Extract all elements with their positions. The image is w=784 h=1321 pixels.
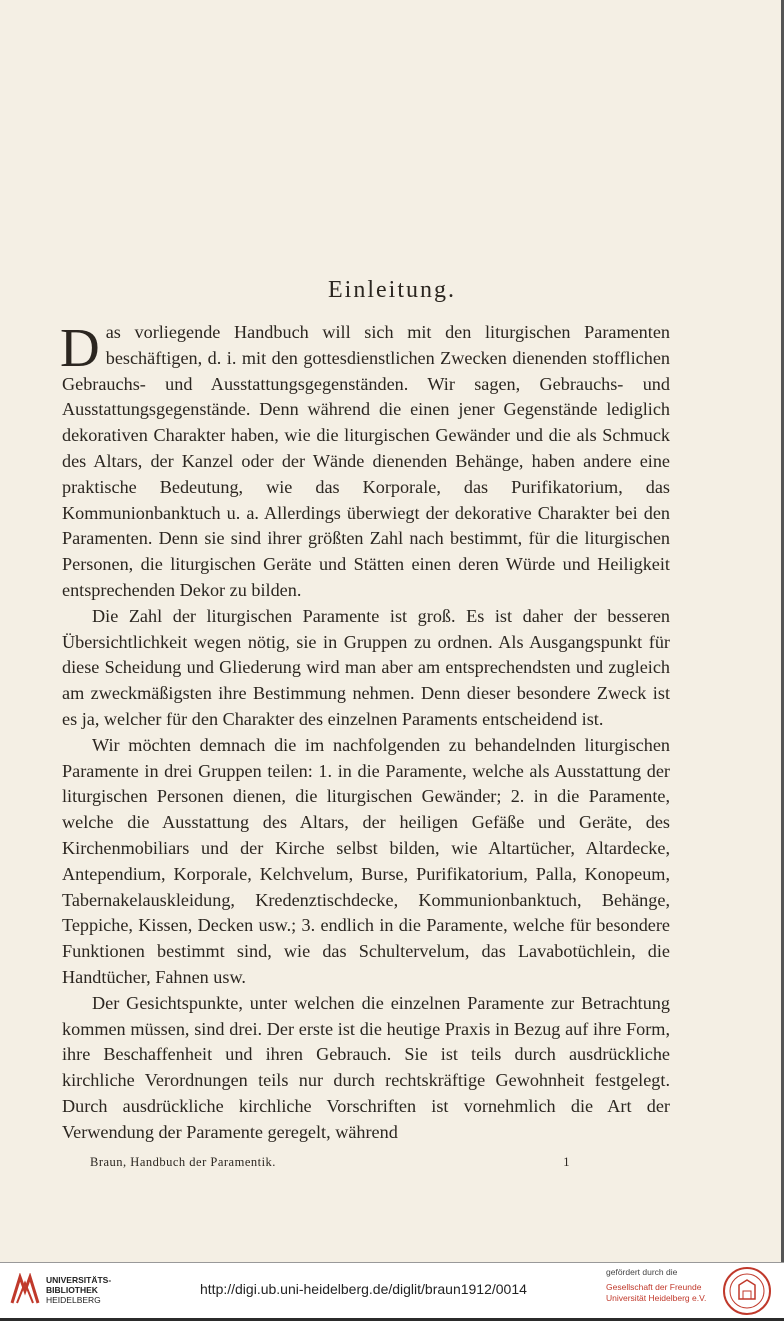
sponsor-label: gefördert durch die: [606, 1267, 678, 1277]
drop-cap: D: [60, 317, 100, 378]
sponsor-line-2: Universität Heidelberg e.V.: [606, 1293, 707, 1303]
paragraph-2: Die Zahl der liturgischen Paramente ist groß. Es ist daher der besseren Übersichtlichkeit wegen nötig, sie in Gruppen zu ordnen. Als Ausgangspunkt für diese Scheidung und Gliederung wird man aber am entsprechendsten und zugleich am zweckmäßigsten ihre Bestimmung nehmen. Denn dieser besondere Zweck ist es ja, welcher für den Charakter des einzelnen Paraments entscheidend ist.: [62, 605, 670, 729]
library-line-3: HEIDELBERG: [46, 1295, 101, 1305]
page-heading: Einleitung.: [328, 277, 456, 303]
paragraph-3: Wir möchten demnach die im nachfolgenden zu behandelnden liturgischen Paramente in drei Gruppen teilen: 1. in die Paramente, welche als Ausstattung der liturgischen Personen dienen, die liturgischen Gewänder; 2. in die Paramente, welche die Ausstattung des Altars, der heiligen Gefäße und Geräte, des Kirchenmobiliars und der Kirche selbst bilden, wie Altartücher, Altardecke, Antependium, Korporale, Kelchvelum, Burse, Purifikatorium, Palla, Konopeum, Tabernakelauskleidung, Kredenztischdecke, Kommunionbanktuch, Behänge, Teppiche, Kissen, Decken usw.; 3. endlich in die Paramente, welche für besondere Funktionen bestimmt sind, wie das Schultervelum, das Lavabotüchlein, die Handtücher, Fahnen usw.: [62, 734, 670, 987]
university-seal-icon: [722, 1266, 772, 1316]
sponsor-block[interactable]: [606, 1267, 716, 1304]
viewer-footer: [0, 1262, 784, 1318]
paragraph-1: [60, 317, 670, 604]
permalink-url[interactable]: http://digi.ub.uni-heidelberg.de/diglit/braun1912/0014: [200, 1281, 527, 1297]
page-number: 1: [563, 1155, 570, 1169]
sponsor-line-1: Gesellschaft der Freunde: [606, 1282, 702, 1292]
library-line-2: BIBLIOTHEK: [46, 1285, 98, 1295]
library-name[interactable]: [46, 1275, 111, 1305]
paragraph-1-text: as vorliegende Handbuch will sich mit den liturgischen Paramenten beschäftigen, d. i. mit den gottesdienstlichen Zwecken dienenden stofflichen Gebrauchs- und Ausstattungsgegenständen. Wir sagen, Gebrauchs- und Ausstattungsgegenstände. Denn während die einen jener Gegenstände lediglich dekorativen Charakter haben, wie die liturgischen Gewänder und die als Schmuck des Altars, der Kanzel oder der Wände dienenden Behänge, haben andere eine praktische Bedeutung, wie das Korporale, das Purifikatorium, das Kommunionbanktuch u. a. Allerdings überwiegt der dekorative Charakter bei den Paramenten. Denn sie sind ihrer größten Zahl nach bestimmt, für die liturgischen Personen, die liturgischen Geräte und Stätten einen deren Würde und Heiligkeit entsprechenden Dekor zu bilden.: [62, 322, 670, 600]
running-footer: [90, 1155, 570, 1170]
ub-heidelberg-logo-icon[interactable]: [8, 1273, 42, 1307]
footer-title: Braun, Handbuch der Paramentik.: [90, 1155, 276, 1169]
body-text: [60, 317, 670, 1146]
library-line-1: UNIVERSITÄTS-: [46, 1275, 112, 1285]
paragraph-4: Der Gesichtspunkte, unter welchen die einzelnen Paramente zur Betrachtung kommen müssen, sind drei. Der erste ist die heutige Praxis in Bezug auf ihre Form, ihre Beschaffenheit und ihren Gebrauch. Sie ist teils durch ausdrückliche kirchliche Verordnungen teils nur durch rechtskräftige Gewohnheit festgelegt. Durch ausdrückliche kirchliche Vorschriften ist vornehmlich die Art der Verwendung der Paramente geregelt, während: [62, 992, 670, 1142]
